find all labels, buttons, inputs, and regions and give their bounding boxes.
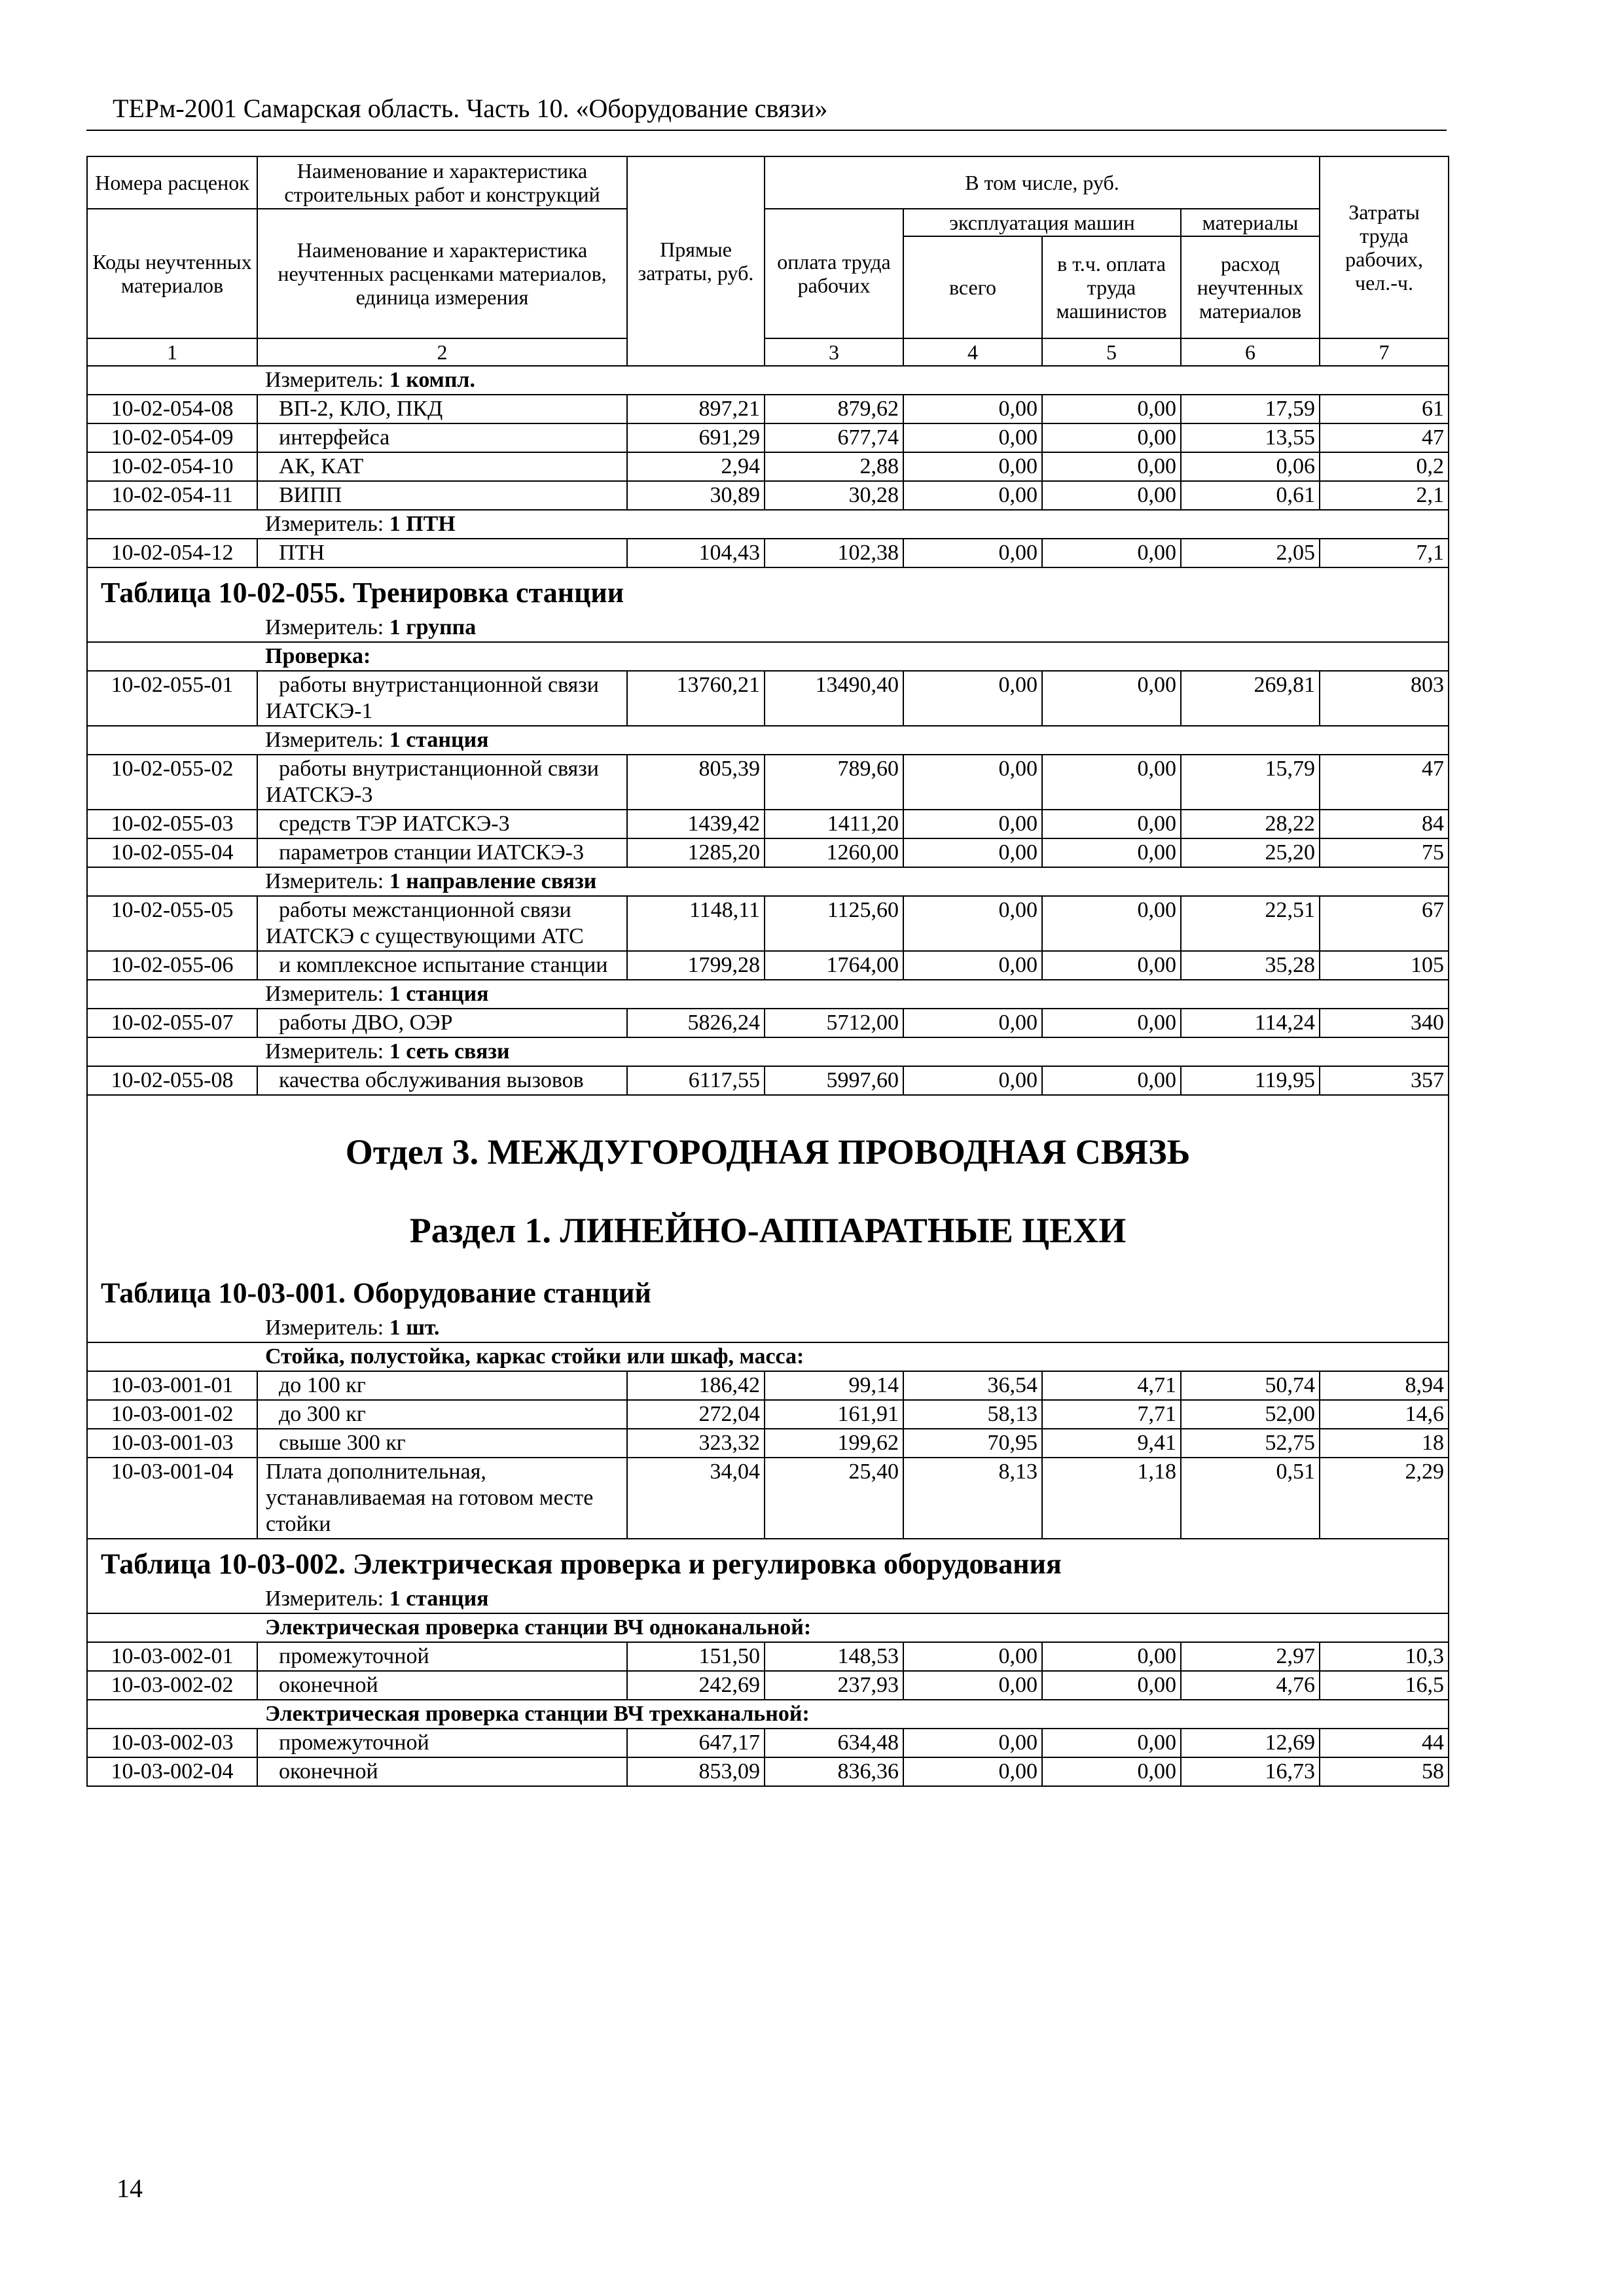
value-cell: 897,21	[627, 395, 765, 423]
table-title-row	[87, 1539, 1449, 1585]
value-cell: 18	[1320, 1429, 1449, 1458]
unit-row	[87, 1314, 1449, 1342]
value-cell: 8,13	[903, 1458, 1042, 1539]
value-cell: 0,00	[903, 1729, 1042, 1757]
value-cell: 0,00	[1042, 1066, 1181, 1095]
work-name: оконечной	[257, 1757, 627, 1786]
value-cell: 0,00	[903, 481, 1042, 510]
unit-label: Измеритель:	[265, 368, 384, 392]
value-cell: 2,88	[765, 452, 903, 481]
unit-label: Измеритель:	[265, 869, 384, 893]
work-name: промежуточной	[257, 1729, 627, 1757]
value-cell: 803	[1320, 671, 1449, 726]
header-work-name: Наименование и характеристика строительных работ и конструкций	[257, 156, 627, 209]
value-cell: 25,40	[765, 1458, 903, 1539]
table-row	[87, 1757, 1449, 1786]
value-cell: 0,00	[1042, 1009, 1181, 1037]
rate-code: 10-02-054-11	[87, 481, 257, 510]
work-name: до 100 кг	[257, 1371, 627, 1400]
value-cell: 2,29	[1320, 1458, 1449, 1539]
value-cell: 105	[1320, 951, 1449, 980]
value-cell: 340	[1320, 1009, 1449, 1037]
table-title-row	[87, 567, 1449, 614]
value-cell: 0,00	[1042, 838, 1181, 867]
department-heading-row	[87, 1095, 1449, 1187]
rate-code: 10-02-055-08	[87, 1066, 257, 1095]
value-cell: 6117,55	[627, 1066, 765, 1095]
header-material-names: Наименование и характеристика неучтенных расценками материалов, единица измерения	[257, 209, 627, 338]
table-row	[87, 896, 1449, 951]
value-cell: 0,00	[1042, 896, 1181, 951]
subheading: Электрическая проверка станции ВЧ трехканальной:	[87, 1700, 1449, 1729]
value-cell: 789,60	[765, 755, 903, 810]
table-row	[87, 423, 1449, 452]
value-cell: 75	[1320, 838, 1449, 867]
value-cell: 7,71	[1042, 1400, 1181, 1429]
value-cell: 13760,21	[627, 671, 765, 726]
value-cell: 199,62	[765, 1429, 903, 1458]
unit-of-measure	[87, 726, 1449, 755]
value-cell: 0,00	[903, 1009, 1042, 1037]
value-cell: 28,22	[1181, 810, 1320, 838]
value-cell: 58,13	[903, 1400, 1042, 1429]
work-name: интерфейса	[257, 423, 627, 452]
section-heading-row	[87, 1187, 1449, 1268]
rate-code: 10-02-055-04	[87, 838, 257, 867]
value-cell: 0,00	[903, 452, 1042, 481]
rate-code: 10-02-055-03	[87, 810, 257, 838]
value-cell: 0,00	[1042, 423, 1181, 452]
unit-value: 1 направление связи	[389, 869, 597, 893]
unit-value: 1 сеть связи	[389, 1039, 510, 1064]
value-cell: 8,94	[1320, 1371, 1449, 1400]
table-row	[87, 755, 1449, 810]
unit-value: 1 станция	[389, 1587, 489, 1611]
price-table-document	[86, 156, 1448, 1787]
value-cell: 12,69	[1181, 1729, 1320, 1757]
value-cell: 0,00	[903, 810, 1042, 838]
price-table	[86, 156, 1449, 1787]
value-cell: 186,42	[627, 1371, 765, 1400]
header-rule	[86, 130, 1447, 131]
table-row	[87, 810, 1449, 838]
unit-row	[87, 980, 1449, 1009]
unit-value: 1 станция	[389, 728, 489, 752]
value-cell: 35,28	[1181, 951, 1320, 980]
header-wages: оплата труда рабочих	[765, 209, 903, 338]
subheading: Проверка:	[87, 642, 1449, 671]
value-cell: 0,00	[903, 1642, 1042, 1671]
rate-code: 10-03-001-01	[87, 1371, 257, 1400]
value-cell: 114,24	[1181, 1009, 1320, 1037]
rate-code: 10-02-055-07	[87, 1009, 257, 1037]
unit-row	[87, 1585, 1449, 1613]
page-header: ТЕРм-2001 Самарская область. Часть 10. «Оборудование связи»	[113, 94, 828, 123]
table-row	[87, 1458, 1449, 1539]
value-cell: 16,73	[1181, 1757, 1320, 1786]
value-cell: 0,00	[903, 1066, 1042, 1095]
table-title: Таблица 10-03-002. Электрическая проверка и регулировка оборудования	[87, 1539, 1449, 1585]
value-cell: 7,1	[1320, 539, 1449, 567]
work-name: свыше 300 кг	[257, 1429, 627, 1458]
subheading-row	[87, 642, 1449, 671]
value-cell: 691,29	[627, 423, 765, 452]
column-number: 5	[1042, 338, 1181, 366]
rate-code: 10-02-054-09	[87, 423, 257, 452]
value-cell: 151,50	[627, 1642, 765, 1671]
table-row	[87, 1429, 1449, 1458]
value-cell: 52,00	[1181, 1400, 1320, 1429]
value-cell: 323,32	[627, 1429, 765, 1458]
rate-code: 10-03-001-03	[87, 1429, 257, 1458]
value-cell: 0,00	[903, 755, 1042, 810]
table-row	[87, 1066, 1449, 1095]
column-number: 1	[87, 338, 257, 366]
work-name: работы внутристанционной связи ИАТСКЭ-3	[257, 755, 627, 810]
unit-of-measure	[87, 867, 1449, 896]
value-cell: 0,00	[1042, 452, 1181, 481]
work-name: оконечной	[257, 1671, 627, 1700]
value-cell: 15,79	[1181, 755, 1320, 810]
value-cell: 0,00	[903, 951, 1042, 980]
table-row	[87, 1729, 1449, 1757]
value-cell: 2,94	[627, 452, 765, 481]
value-cell: 0,00	[1042, 1642, 1181, 1671]
table-row	[87, 1371, 1449, 1400]
value-cell: 0,00	[903, 671, 1042, 726]
value-cell: 269,81	[1181, 671, 1320, 726]
work-name: Плата дополнительная, устанавливаемая на готовом месте стойки	[257, 1458, 627, 1539]
table-row	[87, 481, 1449, 510]
header-direct-costs: Прямые затраты, руб.	[627, 156, 765, 366]
unit-label: Измеритель:	[265, 1587, 384, 1611]
value-cell: 30,28	[765, 481, 903, 510]
value-cell: 357	[1320, 1066, 1449, 1095]
rate-code: 10-03-002-03	[87, 1729, 257, 1757]
header-machines-total: всего	[903, 236, 1042, 338]
value-cell: 2,1	[1320, 481, 1449, 510]
value-cell: 0,2	[1320, 452, 1449, 481]
value-cell: 4,71	[1042, 1371, 1181, 1400]
value-cell: 0,00	[1042, 951, 1181, 980]
value-cell: 0,00	[1042, 1757, 1181, 1786]
page-number: 14	[117, 2174, 143, 2203]
table-row	[87, 1009, 1449, 1037]
table-row	[87, 1671, 1449, 1700]
value-cell: 879,62	[765, 395, 903, 423]
value-cell: 14,6	[1320, 1400, 1449, 1429]
unit-value: 1 группа	[389, 615, 477, 639]
value-cell: 0,00	[1042, 539, 1181, 567]
rate-code: 10-03-001-04	[87, 1458, 257, 1539]
unit-value: 1 шт.	[389, 1316, 440, 1340]
value-cell: 0,00	[903, 395, 1042, 423]
unit-row	[87, 614, 1449, 642]
value-cell: 13490,40	[765, 671, 903, 726]
value-cell: 853,09	[627, 1757, 765, 1786]
value-cell: 805,39	[627, 755, 765, 810]
subheading-row	[87, 1700, 1449, 1729]
value-cell: 634,48	[765, 1729, 903, 1757]
value-cell: 84	[1320, 810, 1449, 838]
rate-code: 10-03-001-02	[87, 1400, 257, 1429]
value-cell: 0,00	[903, 1757, 1042, 1786]
work-name: работы межстанционной связи ИАТСКЭ с существующими АТС	[257, 896, 627, 951]
work-name: ПТН	[257, 539, 627, 567]
value-cell: 34,04	[627, 1458, 765, 1539]
unit-label: Измеритель:	[265, 982, 384, 1006]
value-cell: 1439,42	[627, 810, 765, 838]
value-cell: 0,51	[1181, 1458, 1320, 1539]
value-cell: 242,69	[627, 1671, 765, 1700]
value-cell: 102,38	[765, 539, 903, 567]
unit-label: Измеритель:	[265, 512, 384, 536]
value-cell: 2,97	[1181, 1642, 1320, 1671]
header-unaccounted-materials: расход неучтенных материалов	[1181, 236, 1320, 338]
value-cell: 17,59	[1181, 395, 1320, 423]
value-cell: 1148,11	[627, 896, 765, 951]
value-cell: 272,04	[627, 1400, 765, 1429]
table-row	[87, 1400, 1449, 1429]
table-row	[87, 1642, 1449, 1671]
value-cell: 22,51	[1181, 896, 1320, 951]
value-cell: 0,61	[1181, 481, 1320, 510]
value-cell: 1285,20	[627, 838, 765, 867]
department-heading: Отдел 3. МЕЖДУГОРОДНАЯ ПРОВОДНАЯ СВЯЗЬ	[87, 1095, 1449, 1187]
work-name: работы ДВО, ОЭР	[257, 1009, 627, 1037]
unit-label: Измеритель:	[265, 1316, 384, 1340]
value-cell: 67	[1320, 896, 1449, 951]
value-cell: 10,3	[1320, 1642, 1449, 1671]
value-cell: 5712,00	[765, 1009, 903, 1037]
value-cell: 677,74	[765, 423, 903, 452]
section-heading: Раздел 1. ЛИНЕЙНО-АППАРАТНЫЕ ЦЕХИ	[87, 1187, 1449, 1268]
value-cell: 47	[1320, 423, 1449, 452]
unit-of-measure	[87, 510, 1449, 539]
value-cell: 61	[1320, 395, 1449, 423]
value-cell: 1125,60	[765, 896, 903, 951]
rate-code: 10-03-002-01	[87, 1642, 257, 1671]
header-materials: материалы	[1181, 209, 1320, 236]
table-header	[87, 156, 1449, 366]
unit-value: 1 ПТН	[389, 512, 456, 536]
unit-value: 1 компл.	[389, 368, 476, 392]
rate-code: 10-02-055-01	[87, 671, 257, 726]
work-name: и комплексное испытание станции	[257, 951, 627, 980]
value-cell: 99,14	[765, 1371, 903, 1400]
rate-code: 10-02-055-05	[87, 896, 257, 951]
rate-code: 10-03-002-02	[87, 1671, 257, 1700]
value-cell: 836,36	[765, 1757, 903, 1786]
rate-code: 10-02-054-08	[87, 395, 257, 423]
value-cell: 0,00	[1042, 810, 1181, 838]
value-cell: 0,00	[1042, 671, 1181, 726]
value-cell: 0,00	[1042, 755, 1181, 810]
value-cell: 1,18	[1042, 1458, 1181, 1539]
unit-label: Измеритель:	[265, 728, 384, 752]
value-cell: 647,17	[627, 1729, 765, 1757]
work-name: средств ТЭР ИАТСКЭ-3	[257, 810, 627, 838]
value-cell: 50,74	[1181, 1371, 1320, 1400]
value-cell: 1799,28	[627, 951, 765, 980]
unit-of-measure	[87, 366, 1449, 395]
rate-code: 10-03-002-04	[87, 1757, 257, 1786]
work-name: параметров станции ИАТСКЭ-3	[257, 838, 627, 867]
unit-row	[87, 867, 1449, 896]
value-cell: 1764,00	[765, 951, 903, 980]
table-row	[87, 951, 1449, 980]
value-cell: 0,00	[1042, 1671, 1181, 1700]
subheading: Электрическая проверка станции ВЧ одноканальной:	[87, 1613, 1449, 1642]
unit-label: Измеритель:	[265, 1039, 384, 1064]
work-name: качества обслуживания вызовов	[257, 1066, 627, 1095]
unit-row	[87, 726, 1449, 755]
table-row	[87, 671, 1449, 726]
work-name: АК, КАТ	[257, 452, 627, 481]
column-number: 2	[257, 338, 627, 366]
value-cell: 58	[1320, 1757, 1449, 1786]
value-cell: 119,95	[1181, 1066, 1320, 1095]
value-cell: 36,54	[903, 1371, 1042, 1400]
work-name: ВП-2, КЛО, ПКД	[257, 395, 627, 423]
value-cell: 104,43	[627, 539, 765, 567]
table-title: Таблица 10-02-055. Тренировка станции	[87, 567, 1449, 614]
header-machines: эксплуатация машин	[903, 209, 1181, 236]
column-number: 7	[1320, 338, 1449, 366]
value-cell: 5997,60	[765, 1066, 903, 1095]
value-cell: 44	[1320, 1729, 1449, 1757]
unit-of-measure	[87, 1037, 1449, 1066]
table-row	[87, 838, 1449, 867]
value-cell: 0,06	[1181, 452, 1320, 481]
subheading-row	[87, 1342, 1449, 1371]
value-cell: 25,20	[1181, 838, 1320, 867]
column-number: 4	[903, 338, 1042, 366]
value-cell: 0,00	[1042, 395, 1181, 423]
value-cell: 148,53	[765, 1642, 903, 1671]
value-cell: 0,00	[903, 423, 1042, 452]
table-title-row	[87, 1268, 1449, 1314]
unit-label: Измеритель:	[265, 615, 384, 639]
value-cell: 237,93	[765, 1671, 903, 1700]
subheading: Стойка, полустойка, каркас стойки или шкаф, масса:	[87, 1342, 1449, 1371]
value-cell: 1411,20	[765, 810, 903, 838]
rate-code: 10-02-054-12	[87, 539, 257, 567]
unit-of-measure	[87, 614, 1449, 642]
header-labor-costs: Затраты труда рабочих, чел.-ч.	[1320, 156, 1449, 338]
value-cell: 2,05	[1181, 539, 1320, 567]
table-row	[87, 452, 1449, 481]
value-cell: 70,95	[903, 1429, 1042, 1458]
subheading-row	[87, 1613, 1449, 1642]
table-row	[87, 395, 1449, 423]
column-numbers-row	[87, 338, 1449, 366]
value-cell: 0,00	[903, 896, 1042, 951]
unit-row	[87, 366, 1449, 395]
value-cell: 1260,00	[765, 838, 903, 867]
column-number: 3	[765, 338, 903, 366]
value-cell: 9,41	[1042, 1429, 1181, 1458]
header-including: В том числе, руб.	[765, 156, 1320, 209]
value-cell: 47	[1320, 755, 1449, 810]
unit-of-measure	[87, 980, 1449, 1009]
work-name: ВИПП	[257, 481, 627, 510]
value-cell: 0,00	[1042, 1729, 1181, 1757]
value-cell: 0,00	[903, 539, 1042, 567]
value-cell: 30,89	[627, 481, 765, 510]
table-title: Таблица 10-03-001. Оборудование станций	[87, 1268, 1449, 1314]
unit-row	[87, 510, 1449, 539]
unit-row	[87, 1037, 1449, 1066]
value-cell: 0,00	[903, 1671, 1042, 1700]
value-cell: 4,76	[1181, 1671, 1320, 1700]
rate-code: 10-02-055-06	[87, 951, 257, 980]
value-cell: 13,55	[1181, 423, 1320, 452]
work-name: работы внутристанционной связи ИАТСКЭ-1	[257, 671, 627, 726]
rate-code: 10-02-055-02	[87, 755, 257, 810]
value-cell: 52,75	[1181, 1429, 1320, 1458]
unit-of-measure	[87, 1314, 1449, 1342]
header-rate-number: Номера расценок	[87, 156, 257, 209]
work-name: до 300 кг	[257, 1400, 627, 1429]
header-machinist-wages: в т.ч. оплата труда машинистов	[1042, 236, 1181, 338]
value-cell: 5826,24	[627, 1009, 765, 1037]
work-name: промежуточной	[257, 1642, 627, 1671]
value-cell: 16,5	[1320, 1671, 1449, 1700]
header-material-codes: Коды неучтенных материалов	[87, 209, 257, 338]
unit-of-measure	[87, 1585, 1449, 1613]
rate-code: 10-02-054-10	[87, 452, 257, 481]
value-cell: 0,00	[903, 838, 1042, 867]
value-cell: 161,91	[765, 1400, 903, 1429]
table-body	[87, 366, 1449, 1786]
unit-value: 1 станция	[389, 982, 489, 1006]
table-row	[87, 539, 1449, 567]
value-cell: 0,00	[1042, 481, 1181, 510]
column-number: 6	[1181, 338, 1320, 366]
